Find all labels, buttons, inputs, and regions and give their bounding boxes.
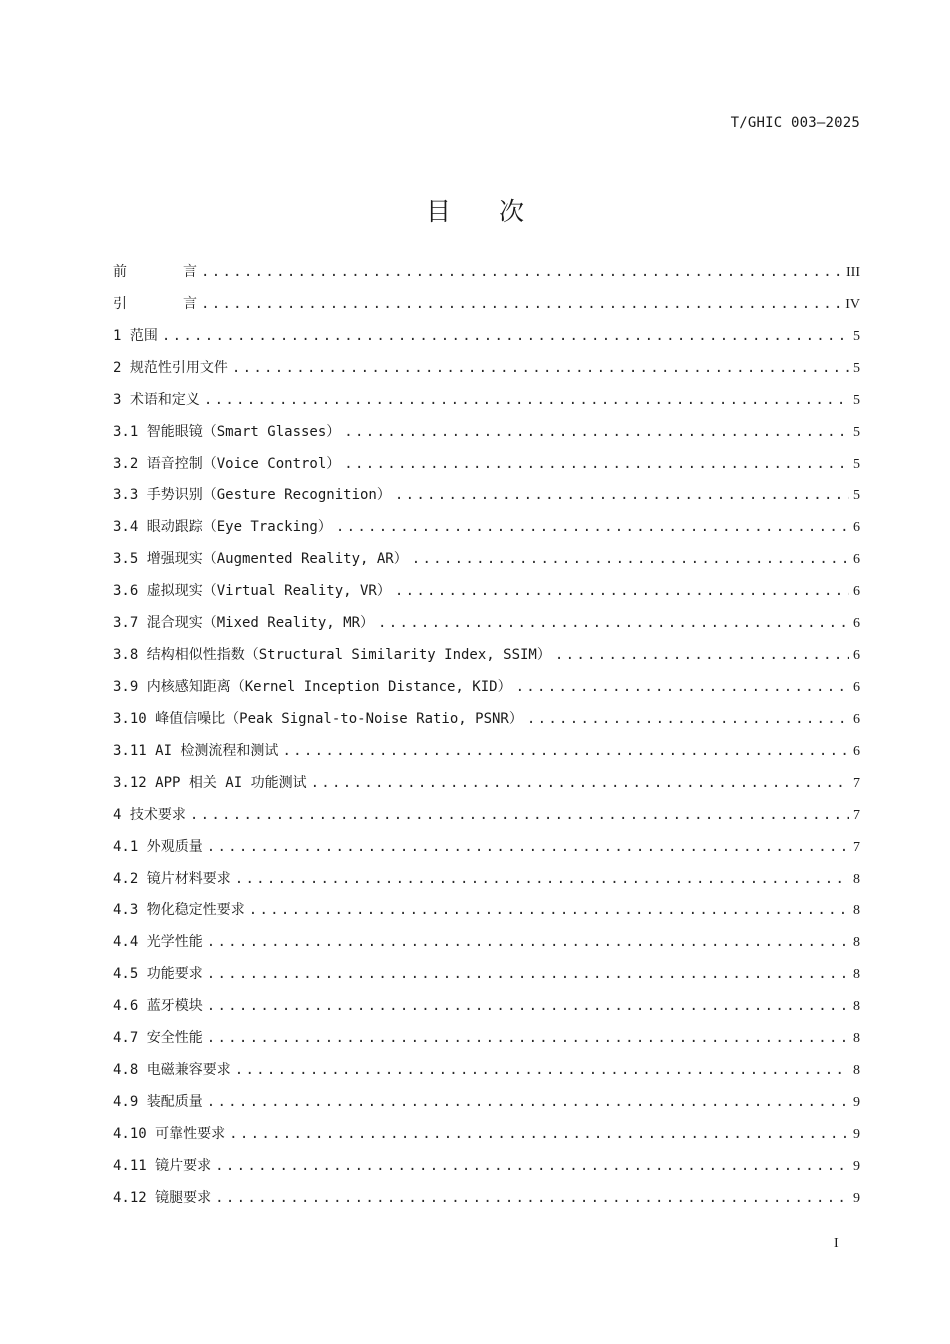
toc-entry-label-char: 言 xyxy=(183,264,197,280)
toc-entry-page: 5 xyxy=(853,424,860,440)
toc-entry-page: 6 xyxy=(853,648,860,664)
toc-list xyxy=(113,261,860,1219)
toc-leader-dots xyxy=(344,424,849,440)
toc-entry-page: 6 xyxy=(853,584,860,600)
toc-entry-page: 6 xyxy=(853,616,860,632)
toc-entry-label: 4.3 物化稳定性要求 xyxy=(113,902,245,919)
toc-leader-dots xyxy=(207,1094,849,1110)
toc-leader-dots xyxy=(207,998,849,1014)
toc-entry[interactable] xyxy=(113,325,860,357)
toc-leader-dots xyxy=(204,392,849,408)
toc-entry-label-char: 言 xyxy=(183,295,197,312)
toc-entry-label: 1 范围 xyxy=(113,327,158,344)
toc-leader-dots xyxy=(311,775,849,791)
toc-entry-page: 7 xyxy=(853,775,860,791)
toc-entry-page: III xyxy=(846,265,860,280)
toc-leader-dots xyxy=(162,328,849,344)
toc-entry-page: 5 xyxy=(853,392,860,408)
toc-entry[interactable] xyxy=(113,421,860,453)
toc-entry-page: 5 xyxy=(853,328,860,344)
toc-entry-page: 8 xyxy=(853,999,860,1015)
toc-entry-page: 5 xyxy=(853,360,860,376)
toc-leader-dots xyxy=(190,807,849,823)
toc-entry-page: IV xyxy=(845,296,860,312)
toc-entry-label-char: 引 xyxy=(113,295,127,312)
toc-leader-dots xyxy=(249,902,849,918)
toc-entry-page: 8 xyxy=(853,903,860,919)
toc-entry-label: 4.9 装配质量 xyxy=(113,1093,203,1110)
toc-entry-page: 5 xyxy=(853,488,860,504)
toc-entry-page: 6 xyxy=(853,679,860,695)
toc-leader-dots xyxy=(201,264,842,280)
toc-entry-label: 4.7 安全性能 xyxy=(113,1030,203,1047)
toc-entry-page: 8 xyxy=(853,1031,860,1047)
toc-leader-dots xyxy=(215,1190,849,1206)
toc-leader-dots xyxy=(282,743,849,759)
toc-entry-label: 3 术语和定义 xyxy=(113,391,200,408)
toc-entry[interactable] xyxy=(113,1155,860,1187)
toc-entry-page: 6 xyxy=(853,711,860,727)
toc-entry[interactable] xyxy=(113,868,860,900)
toc-entry-label-char: 前 xyxy=(113,264,127,280)
toc-leader-dots xyxy=(201,296,841,312)
toc-title-char-2: 次 xyxy=(499,197,525,226)
toc-entry[interactable] xyxy=(113,1027,860,1059)
toc-entry[interactable] xyxy=(113,1187,860,1219)
toc-entry-label: 3.2 语音控制（Voice Control） xyxy=(113,455,341,472)
toc-leader-dots xyxy=(215,1158,849,1174)
toc-entry[interactable] xyxy=(113,676,860,708)
toc-entry-label: 3.6 虚拟现实（Virtual Reality, VR） xyxy=(113,583,391,600)
toc-entry-page: 8 xyxy=(853,935,860,951)
toc-leader-dots xyxy=(527,711,849,727)
toc-entry-label: 3.4 眼动跟踪（Eye Tracking） xyxy=(113,519,332,536)
toc-leader-dots xyxy=(395,487,849,503)
toc-entry-page: 8 xyxy=(853,967,860,983)
toc-entry-label: 4.2 镜片材料要求 xyxy=(113,870,231,887)
toc-entry-label: 3.5 增强现实（Augmented Reality, AR） xyxy=(113,551,408,568)
toc-entry-page: 9 xyxy=(853,1190,860,1206)
toc-entry-page: 5 xyxy=(853,456,860,472)
toc-entry-label: 4.5 功能要求 xyxy=(113,966,203,983)
toc-leader-dots xyxy=(235,1062,849,1078)
toc-entry-label: 3.7 混合现实（Mixed Reality, MR） xyxy=(113,615,375,632)
toc-entry-label: 4.10 可靠性要求 xyxy=(113,1125,226,1142)
toc-leader-dots xyxy=(516,679,849,695)
toc-entry[interactable] xyxy=(113,995,860,1027)
toc-entry[interactable] xyxy=(113,1123,860,1155)
toc-entry-page: 9 xyxy=(853,1158,860,1174)
toc-entry[interactable] xyxy=(113,453,860,485)
toc-entry-label xyxy=(113,261,197,281)
toc-leader-dots xyxy=(336,519,849,535)
toc-entry-page: 6 xyxy=(853,552,860,568)
toc-leader-dots xyxy=(378,615,849,631)
toc-entry[interactable] xyxy=(113,612,860,644)
toc-entry[interactable] xyxy=(113,1091,860,1123)
toc-entry-label xyxy=(113,293,197,313)
toc-entry-label: 4.11 镜片要求 xyxy=(113,1157,212,1174)
toc-entry[interactable] xyxy=(113,836,860,868)
toc-entry[interactable] xyxy=(113,516,860,548)
toc-entry[interactable] xyxy=(113,357,860,389)
toc-entry[interactable] xyxy=(113,804,860,836)
toc-entry[interactable] xyxy=(113,963,860,995)
toc-entry[interactable] xyxy=(113,899,860,931)
toc-entry-label: 3.12 APP 相关 AI 功能测试 xyxy=(113,774,307,791)
toc-entry-label: 4.4 光学性能 xyxy=(113,934,203,951)
toc-leader-dots xyxy=(207,934,849,950)
toc-leader-dots xyxy=(555,647,849,663)
toc-leader-dots xyxy=(207,966,849,982)
toc-entry[interactable] xyxy=(113,740,860,772)
toc-entry-label: 3.3 手势识别（Gesture Recognition） xyxy=(113,487,391,504)
toc-entry-label: 3.11 AI 检测流程和测试 xyxy=(113,742,279,759)
toc-entry-label: 3.8 结构相似性指数（Structural Similarity Index, SSIM） xyxy=(113,647,551,664)
page-number: I xyxy=(834,1236,839,1251)
toc-entry-page: 6 xyxy=(853,520,860,536)
toc-leader-dots xyxy=(207,1030,849,1046)
toc-entry[interactable] xyxy=(113,931,860,963)
toc-entry[interactable] xyxy=(113,548,860,580)
toc-entry[interactable] xyxy=(113,644,860,676)
toc-leader-dots xyxy=(412,551,849,567)
toc-entry[interactable] xyxy=(113,389,860,421)
toc-entry-page: 7 xyxy=(853,839,860,855)
toc-leader-dots xyxy=(344,456,849,472)
toc-entry-page: 8 xyxy=(853,871,860,887)
toc-entry-label: 3.1 智能眼镜（Smart Glasses） xyxy=(113,423,341,440)
toc-entry-page: 9 xyxy=(853,1126,860,1142)
toc-entry[interactable] xyxy=(113,772,860,804)
toc-entry-page: 8 xyxy=(853,1063,860,1079)
toc-entry[interactable] xyxy=(113,261,860,293)
toc-title xyxy=(0,192,950,228)
toc-entry-page: 9 xyxy=(853,1094,860,1110)
toc-entry-label: 4 技术要求 xyxy=(113,806,186,823)
toc-entry-label: 4.8 电磁兼容要求 xyxy=(113,1062,231,1079)
toc-entry[interactable] xyxy=(113,1059,860,1091)
toc-leader-dots xyxy=(232,360,849,376)
toc-entry-page: 7 xyxy=(853,807,860,823)
toc-entry[interactable] xyxy=(113,484,860,516)
toc-title-char-1: 目 xyxy=(425,197,451,226)
toc-entry-label: 2 规范性引用文件 xyxy=(113,359,228,376)
document-code: T/GHIC 003—2025 xyxy=(730,115,860,131)
toc-entry[interactable] xyxy=(113,580,860,612)
toc-leader-dots xyxy=(229,1126,849,1142)
toc-entry-label: 3.9 内核感知距离（Kernel Inception Distance, KID） xyxy=(113,678,512,695)
toc-entry-label: 4.12 镜腿要求 xyxy=(113,1189,212,1206)
toc-entry[interactable] xyxy=(113,293,860,325)
toc-leader-dots xyxy=(207,839,849,855)
toc-entry[interactable] xyxy=(113,708,860,740)
toc-leader-dots xyxy=(395,583,849,599)
toc-entry-label: 4.6 蓝牙模块 xyxy=(113,998,203,1015)
toc-leader-dots xyxy=(235,871,849,887)
toc-entry-label: 4.1 外观质量 xyxy=(113,838,203,855)
toc-entry-label: 3.10 峰值信噪比（Peak Signal-to-Noise Ratio, PSNR） xyxy=(113,710,523,727)
toc-entry-page: 6 xyxy=(853,743,860,759)
